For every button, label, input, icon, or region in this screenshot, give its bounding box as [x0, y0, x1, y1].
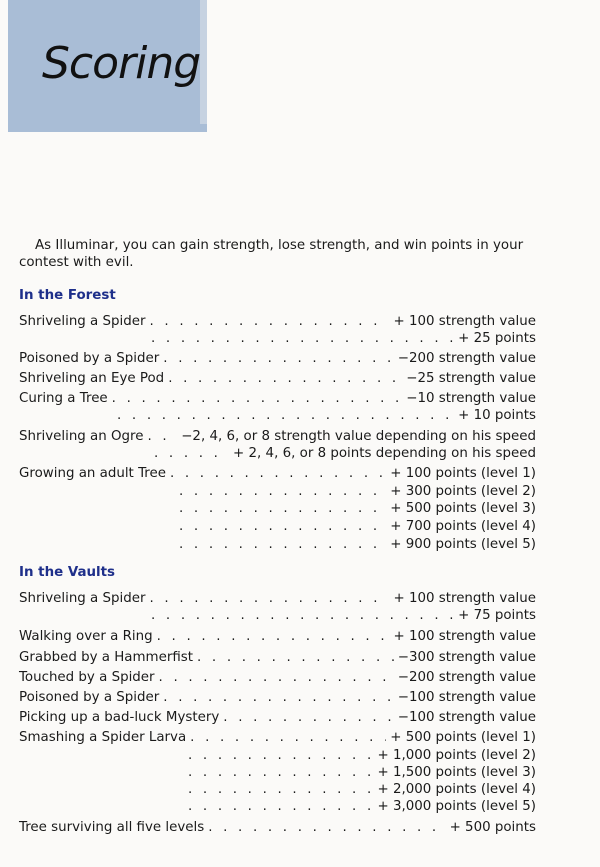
leader-dots	[117, 407, 454, 424]
vaults-row	[19, 669, 536, 686]
leader-dots	[179, 536, 386, 553]
leader-dots	[157, 628, 390, 645]
row-value: −200 strength value	[397, 670, 536, 685]
leader-dots	[179, 518, 386, 535]
leader-dots	[148, 428, 178, 445]
leader-dots	[188, 798, 373, 815]
leader-dots	[179, 500, 386, 517]
row-value: + 300 points (level 2)	[390, 484, 536, 499]
forest-row	[19, 465, 536, 482]
vaults-row	[184, 764, 536, 781]
row-value: + 700 points (level 4)	[390, 519, 536, 534]
vaults-row	[19, 590, 536, 607]
intro-paragraph	[19, 237, 539, 271]
vaults-row	[19, 628, 536, 645]
row-value: + 25 points	[458, 331, 536, 346]
row-value: −200 strength value	[397, 351, 536, 366]
row-value: + 500 points (level 1)	[390, 730, 536, 745]
forest-heading: In the Forest	[19, 288, 116, 303]
leader-dots	[179, 483, 386, 500]
row-label: Shriveling a Spider	[19, 591, 146, 606]
row-label: Growing an adult Tree	[19, 466, 166, 481]
forest-row	[19, 313, 536, 330]
leader-dots	[163, 350, 393, 367]
row-value: −2, 4, 6, or 8 strength value depending on his speed	[181, 429, 536, 444]
row-label: Tree surviving all five levels	[19, 820, 205, 835]
leader-dots	[150, 313, 390, 330]
row-label: Smashing a Spider Larva	[19, 730, 187, 745]
forest-row	[113, 407, 536, 424]
row-value: + 75 points	[458, 608, 536, 623]
row-label: Poisoned by a Spider	[19, 690, 160, 705]
row-label: Poisoned by a Spider	[19, 351, 160, 366]
vaults-row	[184, 798, 536, 815]
vaults-row	[184, 747, 536, 764]
forest-row	[175, 536, 536, 553]
vaults-row	[19, 689, 536, 706]
forest-row	[175, 483, 536, 500]
leader-dots	[168, 370, 402, 387]
row-value: + 500 points (level 3)	[390, 501, 536, 516]
forest-row	[175, 500, 536, 517]
vaults-heading: In the Vaults	[19, 565, 116, 580]
row-value: + 2,000 points (level 4)	[377, 782, 536, 797]
forest-row	[19, 370, 536, 387]
row-value: + 1,000 points (level 2)	[377, 748, 536, 763]
row-value: + 500 points	[449, 820, 536, 835]
forest-row	[175, 518, 536, 535]
leader-dots	[154, 445, 229, 462]
title-background-edge	[200, 0, 207, 124]
leader-dots	[163, 689, 393, 706]
forest-row	[19, 350, 536, 367]
row-value: + 900 points (level 5)	[390, 537, 536, 552]
forest-row	[19, 428, 536, 445]
row-value: −25 strength value	[406, 371, 536, 386]
leader-dots	[159, 669, 394, 686]
row-label: Shriveling an Eye Pod	[19, 371, 165, 386]
leader-dots	[112, 390, 403, 407]
row-value: + 3,000 points (level 5)	[377, 799, 536, 814]
vaults-row	[19, 709, 536, 726]
forest-row	[19, 390, 536, 407]
leader-dots	[170, 465, 386, 482]
row-label: Grabbed by a Hammerfist	[19, 650, 193, 665]
row-value: + 100 strength value	[393, 591, 536, 606]
row-label: Shriveling a Spider	[19, 314, 146, 329]
row-value: + 10 points	[458, 408, 536, 423]
intro-text: As Illuminar, you can gain strength, lose strength, and win points in your contest with evil.	[19, 238, 524, 270]
row-label: Walking over a Ring	[19, 629, 153, 644]
leader-dots	[151, 330, 454, 347]
row-value: + 100 points (level 1)	[390, 466, 536, 481]
forest-row	[150, 445, 536, 462]
leader-dots	[188, 764, 373, 781]
forest-row	[147, 330, 536, 347]
row-value: + 100 strength value	[393, 314, 536, 329]
row-value: + 100 strength value	[393, 629, 536, 644]
row-value: + 1,500 points (level 3)	[377, 765, 536, 780]
leader-dots	[190, 729, 386, 746]
row-label: Shriveling an Ogre	[19, 429, 144, 444]
leader-dots	[150, 590, 390, 607]
leader-dots	[223, 709, 393, 726]
row-value: + 2, 4, 6, or 8 points depending on his speed	[233, 446, 536, 461]
row-label: Curing a Tree	[19, 391, 108, 406]
leader-dots	[188, 747, 373, 764]
row-value: −100 strength value	[397, 710, 536, 725]
row-label: Picking up a bad-luck Mystery	[19, 710, 220, 725]
leader-dots	[151, 607, 454, 624]
vaults-row	[19, 729, 536, 746]
leader-dots	[208, 819, 445, 836]
vaults-row	[19, 819, 536, 836]
leader-dots	[197, 649, 394, 666]
vaults-row	[147, 607, 536, 624]
row-value: −100 strength value	[397, 690, 536, 705]
row-label: Touched by a Spider	[19, 670, 155, 685]
row-value: −10 strength value	[406, 391, 536, 406]
vaults-row	[184, 781, 536, 798]
leader-dots	[188, 781, 373, 798]
vaults-row	[19, 649, 536, 666]
row-value: −300 strength value	[397, 650, 536, 665]
page-title: Scoring	[42, 38, 201, 89]
